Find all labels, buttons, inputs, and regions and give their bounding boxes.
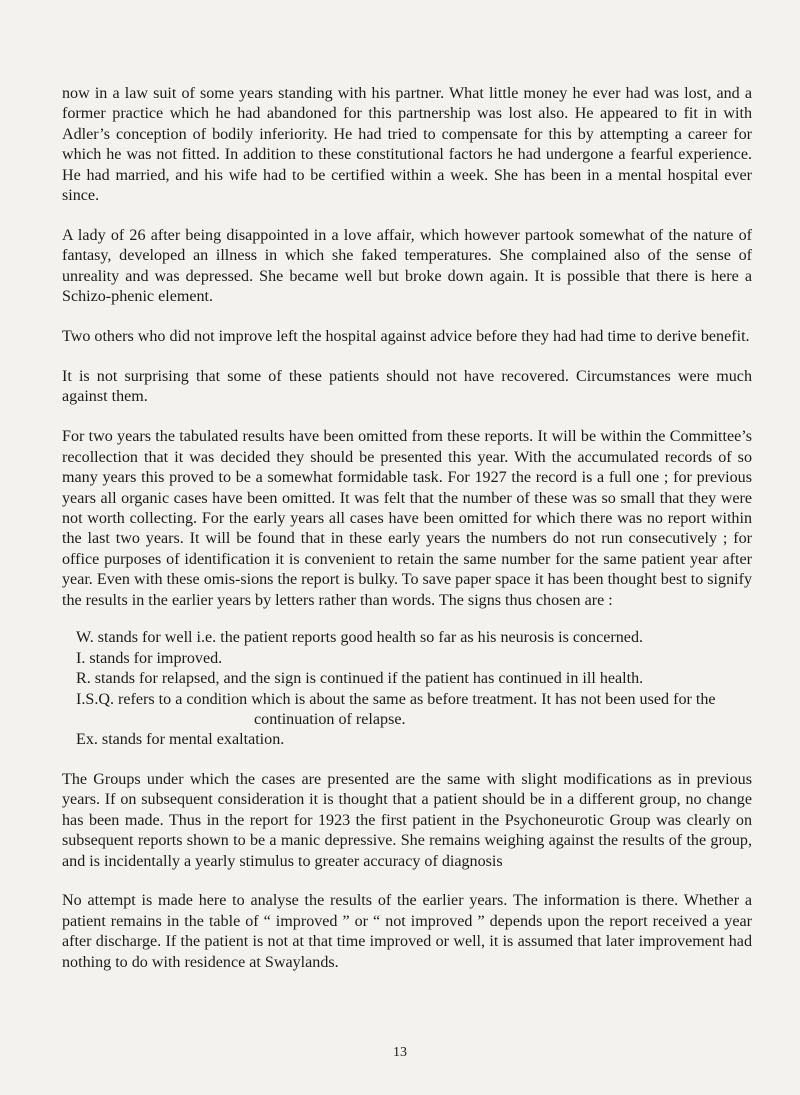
legend-item-isq: I.S.Q. refers to a condition which is about the same as before treatment. It has not been used for the continuation of relapse. bbox=[76, 690, 716, 729]
paragraph-2: A lady of 26 after being disappointed in a love affair, which however partook somewhat of the nature of fantasy, developed an illness in which she faked temperatures. She complained also of the sense of unreality and was depressed. She became well but broke down again. It is possible that there is here a Schizo-phenic element. bbox=[62, 226, 752, 306]
paragraph-6: The Groups under which the cases are presented are the same with slight modifications as in previous years. If on subsequent consideration it is thought that a patient should be in a different group, no change has been made. Thus in the report for 1923 the first patient in the Psychoneurotic Group was clearly on subsequent reports shown to be a manic depressive. She remains weighing against the results of the group, and is incidentally a yearly stimulus to greater accuracy of diagnosis bbox=[62, 770, 752, 870]
page-number: 13 bbox=[393, 1045, 407, 1060]
paragraph-5: For two years the tabulated results have been omitted from these reports. It will be within the Committee’s recollection that it was decided they should be presented this year. With the accumulated records of so many years this proved to be a somewhat formidable task. For 1927 the record is a full one ; for previous years all organic cases have been omitted. It was felt that the number of these was so small that they were not worth collecting. For the early years all cases have been omitted for which there was no report within the last two years. It will be found that in these early years the numbers do not run consecutively ; for office purposes of identification it is convenient to retain the same number for the same patient year after year. Even with these omis-sions the report is bulky. To save paper space it has been thought best to signify the results in the earlier years by letters rather than words. The signs thus chosen are : bbox=[62, 428, 752, 609]
paragraph-4: It is not surprising that some of these patients should not have recovered. Circumstances were much against them. bbox=[62, 367, 752, 406]
paragraph-3: Two others who did not improve left the hospital against advice before they had had time to derive benefit. bbox=[62, 328, 750, 346]
legend-item-improved: I. stands for improved. bbox=[76, 649, 223, 667]
legend-item-relapsed: R. stands for relapsed, and the sign is continued if the patient has continued in ill health. bbox=[76, 670, 644, 688]
legend-item-well: W. stands for well i.e. the patient reports good health so far as his neurosis is concerned. bbox=[76, 629, 644, 647]
paragraph-1: now in a law suit of some years standing with his partner. What little money he ever had was lost, and a former practice which he had abandoned for this partnership was lost also. He appeared to fit in with Adler’s conception of bodily inferiority. He had tried to compensate for this by attempting a career for which he was not fitted. In addition to these constitutional factors he had undergone a fearful experience. He had married, and his wife had to be certified within a week. She has been in a mental hospital ever since. bbox=[62, 85, 752, 205]
paragraph-7: No attempt is made here to analyse the results of the earlier years. The information is there. Whether a patient remains in the table of “ improved ” or “ not improved ” depends upon the report received a year after discharge. If the patient is not at that time improved or well, it is assumed that later improvement had nothing to do with residence at Swaylands. bbox=[62, 892, 752, 971]
page-body bbox=[62, 84, 752, 993]
legend-item-exaltation: Ex. stands for mental exaltation. bbox=[76, 731, 285, 749]
signs-legend bbox=[62, 628, 752, 750]
